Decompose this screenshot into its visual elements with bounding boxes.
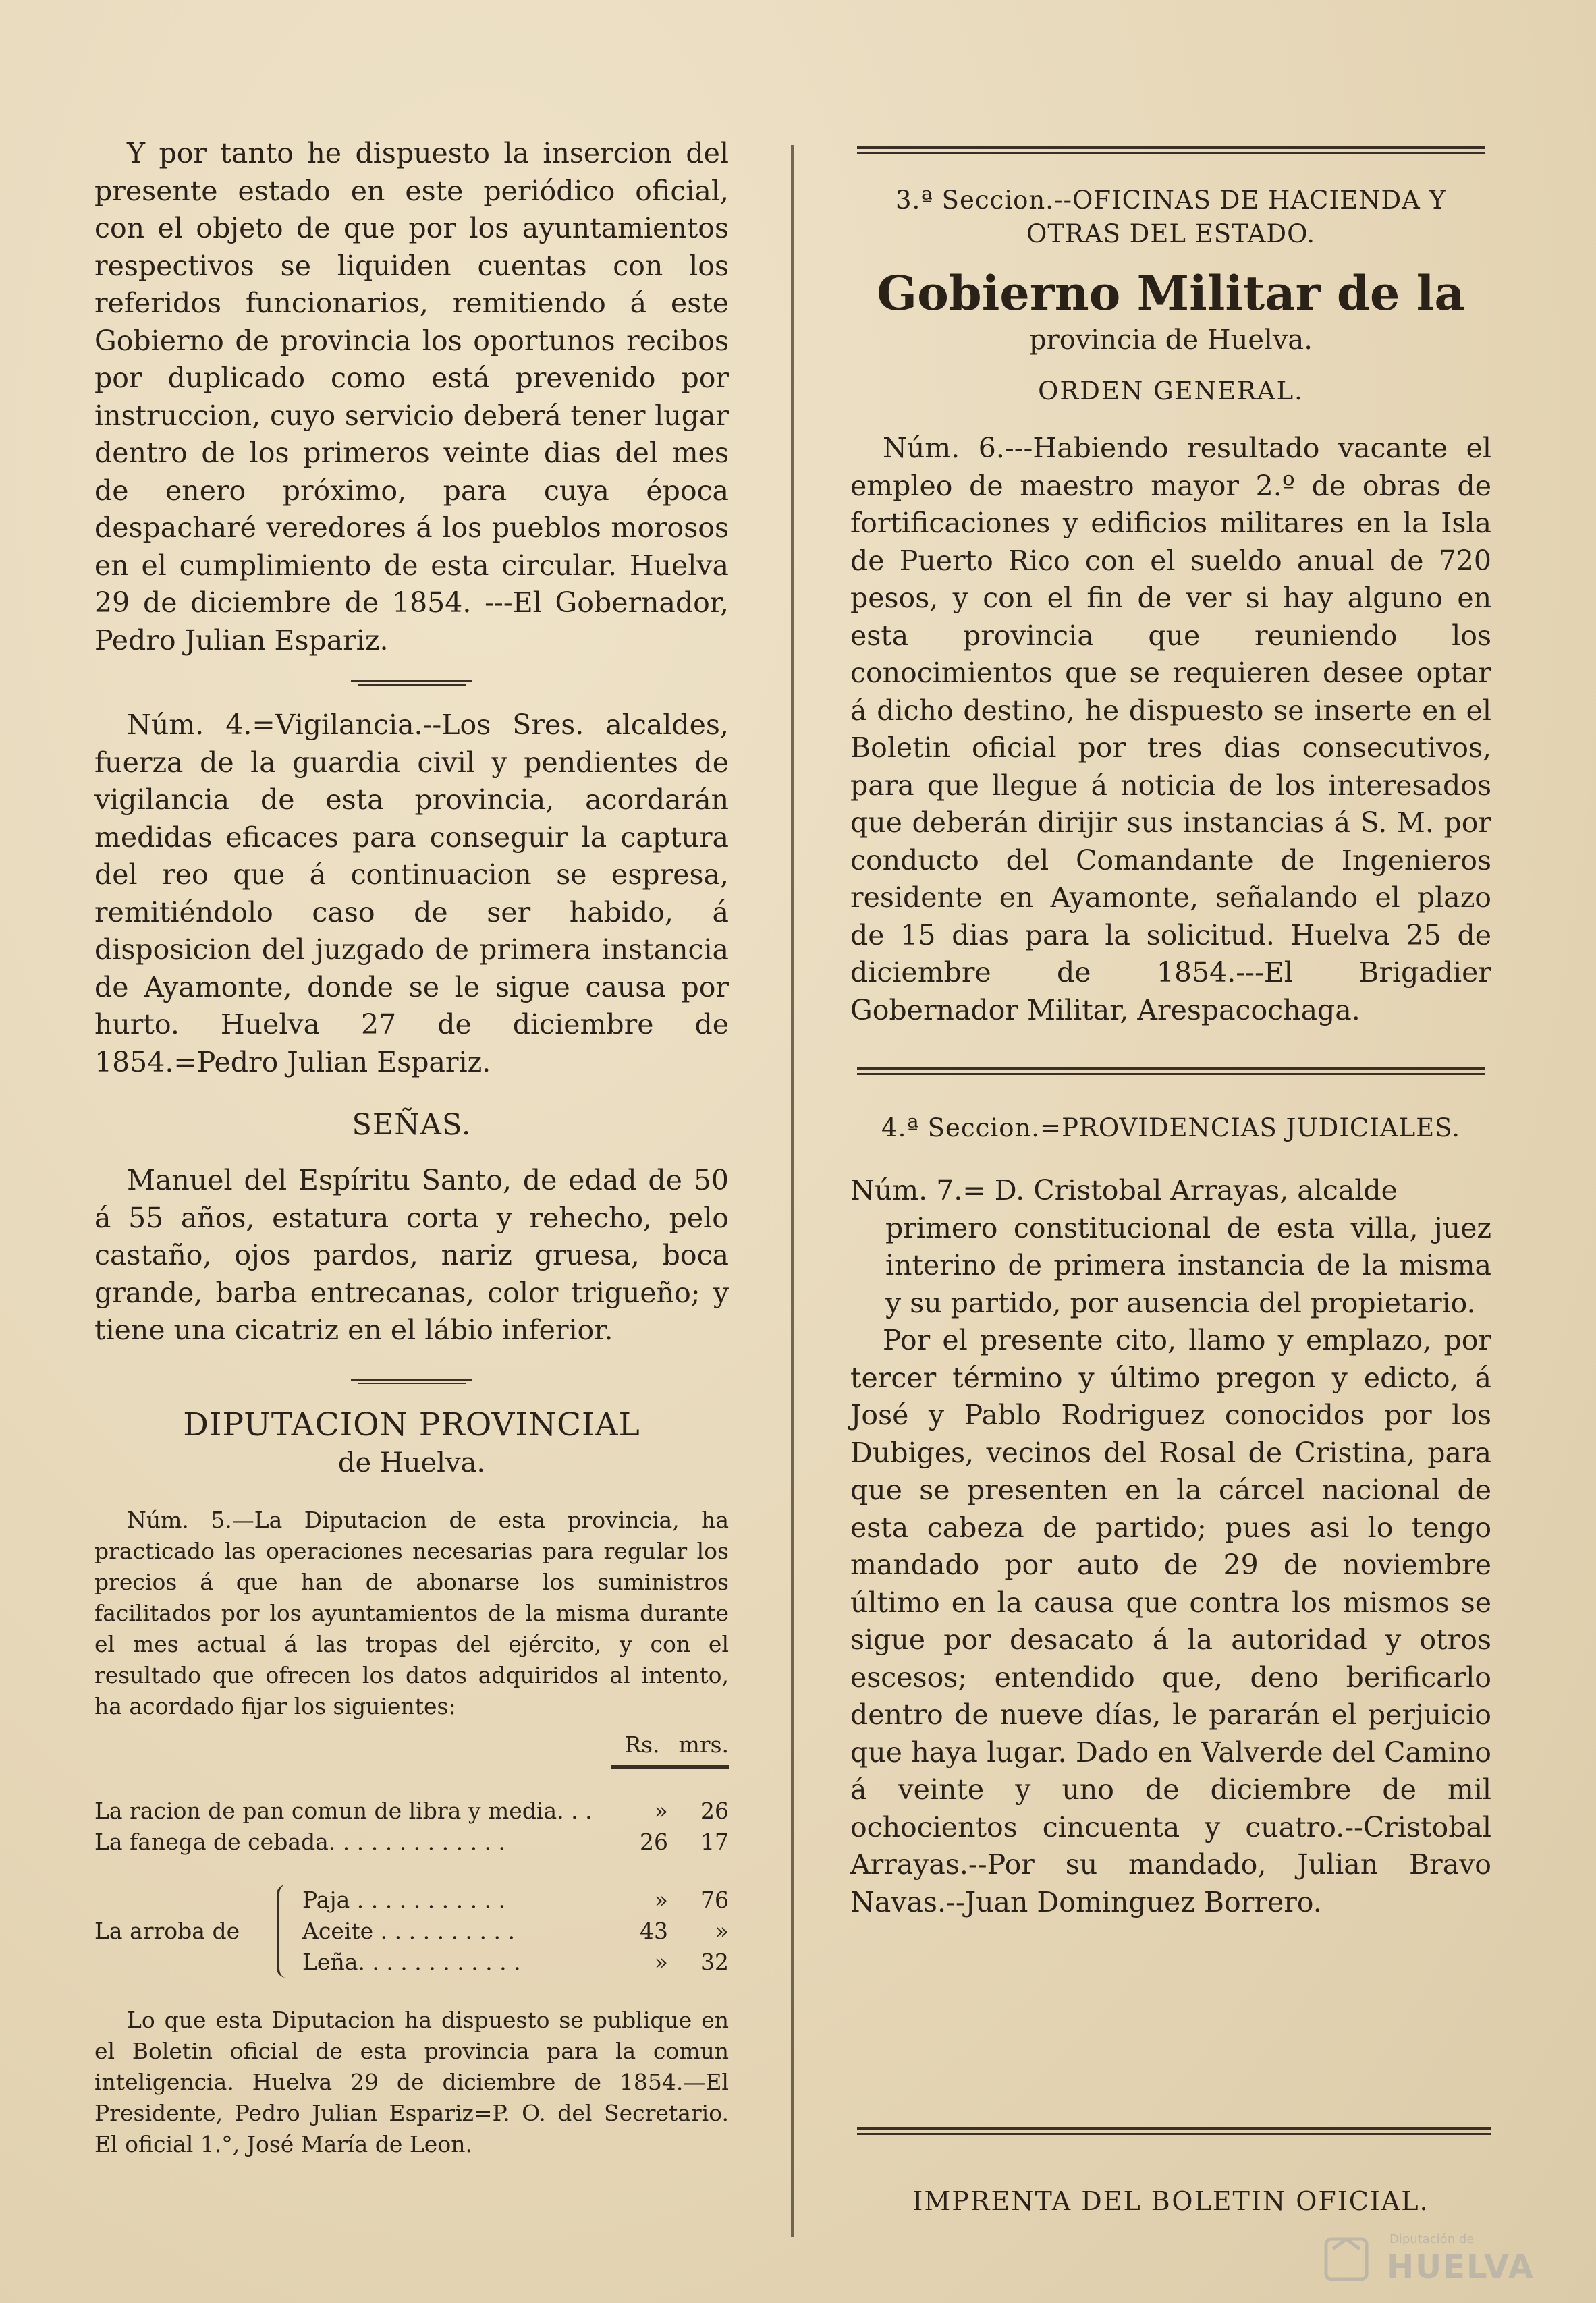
notice-num7-head: Núm. 7.= D. Cristobal Arrayas, alcalde	[850, 1174, 1398, 1206]
price-row: Paja . . . . . . . . . . . » 76	[302, 1886, 729, 1913]
imprenta-footer: IMPRENTA DEL BOLETIN OFICIAL.	[912, 2186, 1429, 2216]
circular-paragraph: Y por tanto he dispuesto la insercion del presente estado en este periódico oficial, con el objeto de que por los ayuntamientos respectivos se liquiden cuentas con los referidos funcionarios, remitiendo á este Gobierno de provincia los oportunos recibos por duplicado como está prevenido por instruccion, cuyo servicio deberá tener lugar dentro de los primeros veinte dias del mes de enero próximo, para cuya época despacharé veredores á los pueblos morosos en el cumplimiento de esta circular. Huelva 29 de diciembre de 1854. ---El Gobernador, Pedro Julian Espariz.	[94, 137, 729, 657]
right-column	[850, 135, 1491, 1921]
arroba-group	[94, 1885, 729, 1978]
orden-general-title: ORDEN GENERAL.	[1038, 377, 1304, 406]
notice-num4: Núm. 4.=Vigilancia.--Los Sres. alcaldes, fuerza de la guardia civil y pendientes de vigilancia de esta provincia, acordarán medidas eficaces para conseguir la captura del reo que á continuacion se espresa, remitiéndolo caso de ser habido, á disposicion del juzgado de primera instancia de Ayamonte, donde se le sigue causa por hurto. Huelva 27 de diciembre de 1854.=Pedro Julian Espariz.	[94, 709, 729, 1078]
price-row: La racion de pan comun de libra y media. . . » 26	[94, 1797, 729, 1824]
diputacion-subtitle: de Huelva.	[337, 1447, 486, 1478]
ornament-divider	[351, 1377, 472, 1386]
senas-description: Manuel del Espíritu Santo, de edad de 50 á 55 años, estatura corta y rehecho, pelo castaño, ojos pardos, nariz gruesa, boca grande, barba entrecanas, color trigueño; y tiene una cicatriz en el lábio inferior.	[94, 1164, 729, 1346]
section-3-heading: 3.ª Seccion.--OFICINAS DE HACIENDA Y OTRAS DEL ESTADO.	[895, 186, 1447, 248]
section-4-heading: 4.ª Seccion.=PROVIDENCIAS JUDICIALES.	[881, 1113, 1460, 1142]
column-divider	[791, 145, 794, 2237]
price-row: La fanega de cebada. . . . . . . . . . . . . 26 17	[94, 1828, 729, 1855]
left-column	[94, 135, 729, 2160]
ornament-divider	[351, 678, 472, 688]
section-rule	[857, 2126, 1491, 2138]
price-table-rule	[611, 1765, 729, 1769]
notice-num7-body: Por el presente cito, llamo y emplazo, por tercer término y último pregon y edicto, á José y Pablo Rodriguez conocidos por los Dubiges, vecinos del Rosal de Cristina, para que se presenten en la cárcel nacional de esta cabeza de partido; pues asi lo tengo mandado por auto de 29 de noviembre último en la causa que contra los mismos se sigue por desacato á la autoridad y otros escesos; entendido que, deno berificarlo dentro de nueve días, le pararán el perjuicio que haya lugar. Dado en Valverde del Camino á veinte y uno de diciembre de mil ochocientos cincuenta y cuatro.--Cristobal Arrayas.--Por su mandado, Julian Bravo Navas.--Juan Dominguez Borrero.	[850, 1324, 1491, 1918]
gobierno-militar-subtitle: provincia de Huelva.	[1029, 325, 1313, 356]
watermark-small-text: Diputación de	[1389, 2232, 1475, 2246]
seal-icon	[1319, 2225, 1380, 2286]
price-row: Aceite . . . . . . . . . . 43 »	[302, 1917, 729, 1944]
section-rule	[857, 1065, 1485, 1078]
notice-num5: Núm. 5.—La Diputacion de esta provincia, ha practicado las operaciones necesarias para regular los precios á que han de abonarse los suministros facilitados por los ayuntamientos de la misma durante el mes actual á las tropas del ejército, y con el resultado que ofrecen los datos adquiridos al intento, ha acordado fijar los siguientes:	[94, 1506, 729, 1719]
senas-title: SEÑAS.	[352, 1108, 472, 1142]
price-table-header	[94, 1731, 729, 1758]
arroba-label: La arroba de	[94, 1917, 240, 1944]
notice-num7-title: primero constitucional de esta villa, juez interino de primera instancia de la misma y su partido, por ausencia del propietario.	[885, 1211, 1491, 1319]
notice-num6: Núm. 6.---Habiendo resultado vacante el empleo de maestro mayor 2.º de obras de fortificaciones y edificios militares en la Isla de Puerto Rico con el sueldo anual de 720 pesos, y con el fin de ver si hay alguno en esta provincia que reuniendo los conocimientos que se requieren desee optar á dicho destino, he dispuesto se inserte en el Boletin oficial por tres dias consecutivos, para que llegue á noticia de los interesados que deberán dirijir sus instancias á S. M. por conducto del Comandante de Ingenieros residente en Ayamonte, señalando el plazo de 15 dias para la solicitud. Huelva 25 de diciembre de 1854.---El Brigadier Gobernador Militar, Arespacochaga.	[850, 432, 1491, 1026]
col-rs: Rs.	[624, 1731, 660, 1758]
brace-bracket	[277, 1885, 294, 1978]
gobierno-militar-title: Gobierno Militar de la	[877, 265, 1465, 321]
archive-watermark	[1319, 2225, 1576, 2286]
watermark-text: HUELVA	[1387, 2248, 1535, 2286]
section-rule	[857, 144, 1485, 157]
price-row: Leña. . . . . . . . . . . . » 32	[302, 1948, 729, 1975]
diputacion-closing: Lo que esta Diputacion ha dispuesto se publique en el Boletin oficial de esta provincia para la comun inteligencia. Huelva 29 de diciembre de 1854.—El Presidente, Pedro Julian Espariz=P. O. del Secretario. El oficial 1.°, José María de Leon.	[94, 2006, 729, 2157]
diputacion-title: DIPUTACION PROVINCIAL	[183, 1406, 640, 1443]
col-mrs: mrs.	[678, 1731, 729, 1758]
